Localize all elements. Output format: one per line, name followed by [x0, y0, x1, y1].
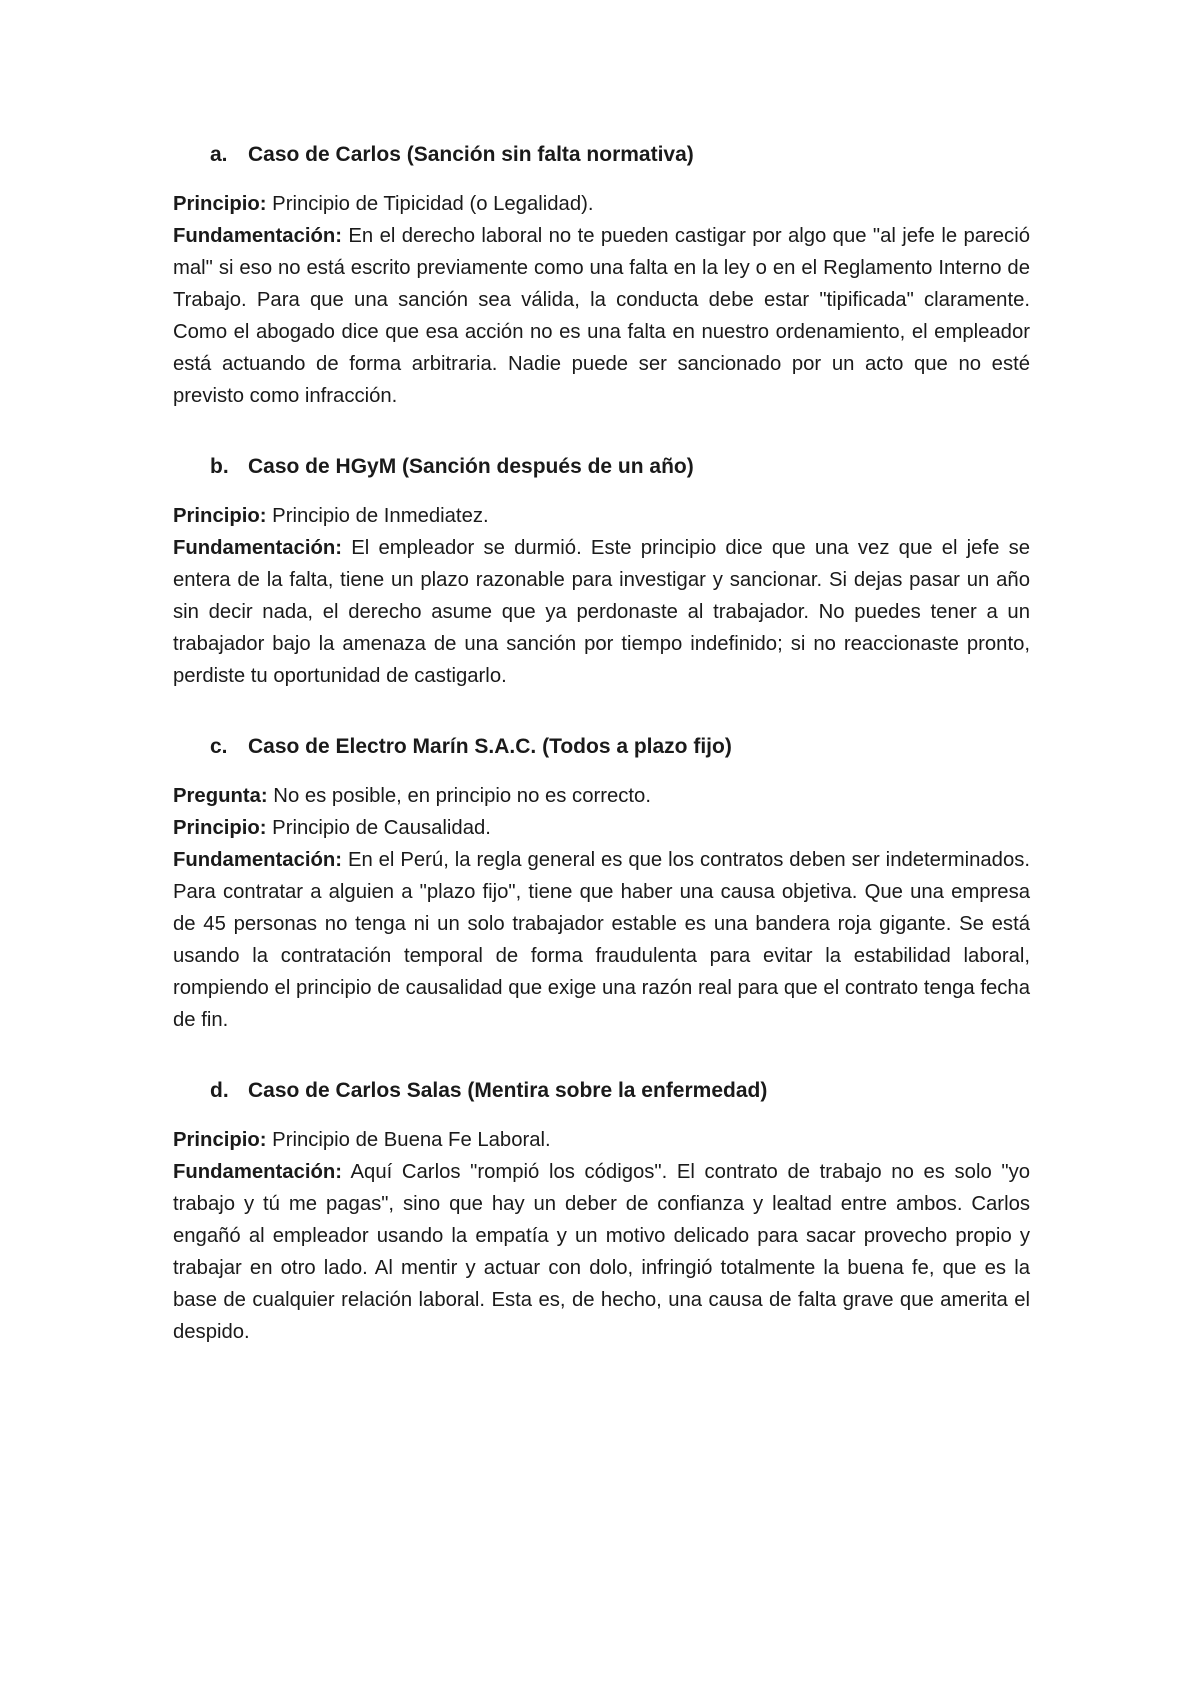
- paragraph-text: En el Perú, la regla general es que los contratos deben ser indeterminados. Para contratar a alguien a "plazo fijo", tiene que haber una causa objetiva. Que una empresa de 45 personas no tenga ni un solo trabajador estable es una bandera roja gigante. Se está usando la contratación temporal de forma fraudulenta para evitar la estabilidad laboral, rompiendo el principio de causalidad que exige una razón real para que el contrato tenga fecha de fin.: [173, 849, 1030, 1031]
- paragraph-label: Fundamentación:: [173, 225, 343, 247]
- section-title: Caso de Carlos (Sanción sin falta normativa): [248, 143, 694, 166]
- rationale-paragraph: [173, 1156, 1030, 1348]
- section-title: Caso de HGyM (Sanción después de un año): [248, 455, 694, 478]
- principle-paragraph: [173, 500, 1030, 532]
- section-heading: [173, 1076, 1030, 1106]
- case-section-a: [173, 140, 1030, 412]
- section-letter: b.: [210, 455, 229, 478]
- paragraph-text: Principio de Tipicidad (o Legalidad).: [272, 193, 594, 215]
- case-section-c: [173, 732, 1030, 1036]
- principle-paragraph: [173, 188, 1030, 220]
- principle-paragraph: [173, 1124, 1030, 1156]
- paragraph-text: Principio de Inmediatez.: [272, 505, 489, 527]
- section-heading: [173, 140, 1030, 170]
- paragraph-label: Fundamentación:: [173, 849, 343, 871]
- rationale-paragraph: [173, 532, 1030, 692]
- paragraph-label: Principio:: [173, 505, 267, 527]
- rationale-paragraph: [173, 844, 1030, 1036]
- section-letter: d.: [210, 1079, 229, 1102]
- document-page: [173, 140, 1030, 1388]
- question-paragraph: [173, 780, 1030, 812]
- paragraph-text: No es posible, en principio no es correcto.: [273, 785, 651, 807]
- paragraph-text: Principio de Buena Fe Laboral.: [272, 1129, 551, 1151]
- section-heading: [173, 452, 1030, 482]
- paragraph-label: Principio:: [173, 193, 267, 215]
- paragraph-label: Pregunta:: [173, 785, 268, 807]
- section-title: Caso de Electro Marín S.A.C. (Todos a plazo fijo): [248, 735, 732, 758]
- case-section-d: [173, 1076, 1030, 1348]
- paragraph-label: Fundamentación:: [173, 1161, 343, 1183]
- paragraph-text: El empleador se durmió. Este principio dice que una vez que el jefe se entera de la falta, tiene un plazo razonable para investigar y sancionar. Si dejas pasar un año sin decir nada, el derecho asume que ya perdonaste al trabajador. No puedes tener a un trabajador bajo la amenaza de una sanción por tiempo indefinido; si no reaccionaste pronto, perdiste tu oportunidad de castigarlo.: [173, 537, 1030, 687]
- rationale-paragraph: [173, 220, 1030, 412]
- section-letter: c.: [210, 735, 228, 758]
- section-letter: a.: [210, 143, 228, 166]
- principle-paragraph: [173, 812, 1030, 844]
- paragraph-label: Principio:: [173, 1129, 267, 1151]
- section-heading: [173, 732, 1030, 762]
- paragraph-text: Principio de Causalidad.: [272, 817, 491, 839]
- paragraph-label: Principio:: [173, 817, 267, 839]
- case-section-b: [173, 452, 1030, 692]
- section-title: Caso de Carlos Salas (Mentira sobre la enfermedad): [248, 1079, 768, 1102]
- paragraph-label: Fundamentación:: [173, 537, 343, 559]
- paragraph-text: En el derecho laboral no te pueden castigar por algo que "al jefe le pareció mal" si eso no está escrito previamente como una falta en la ley o en el Reglamento Interno de Trabajo. Para que una sanción sea válida, la conducta debe estar "tipificada" claramente. Como el abogado dice que esa acción no es una falta en nuestro ordenamiento, el empleador está actuando de forma arbitraria. Nadie puede ser sancionado por un acto que no esté previsto como infracción.: [173, 225, 1030, 407]
- paragraph-text: Aquí Carlos "rompió los códigos". El contrato de trabajo no es solo "yo trabajo y tú me pagas", sino que hay un deber de confianza y lealtad entre ambos. Carlos engañó al empleador usando la empatía y un motivo delicado para sacar provecho propio y trabajar en otro lado. Al mentir y actuar con dolo, infringió totalmente la buena fe, que es la base de cualquier relación laboral. Esta es, de hecho, una causa de falta grave que amerita el despido.: [173, 1161, 1030, 1343]
